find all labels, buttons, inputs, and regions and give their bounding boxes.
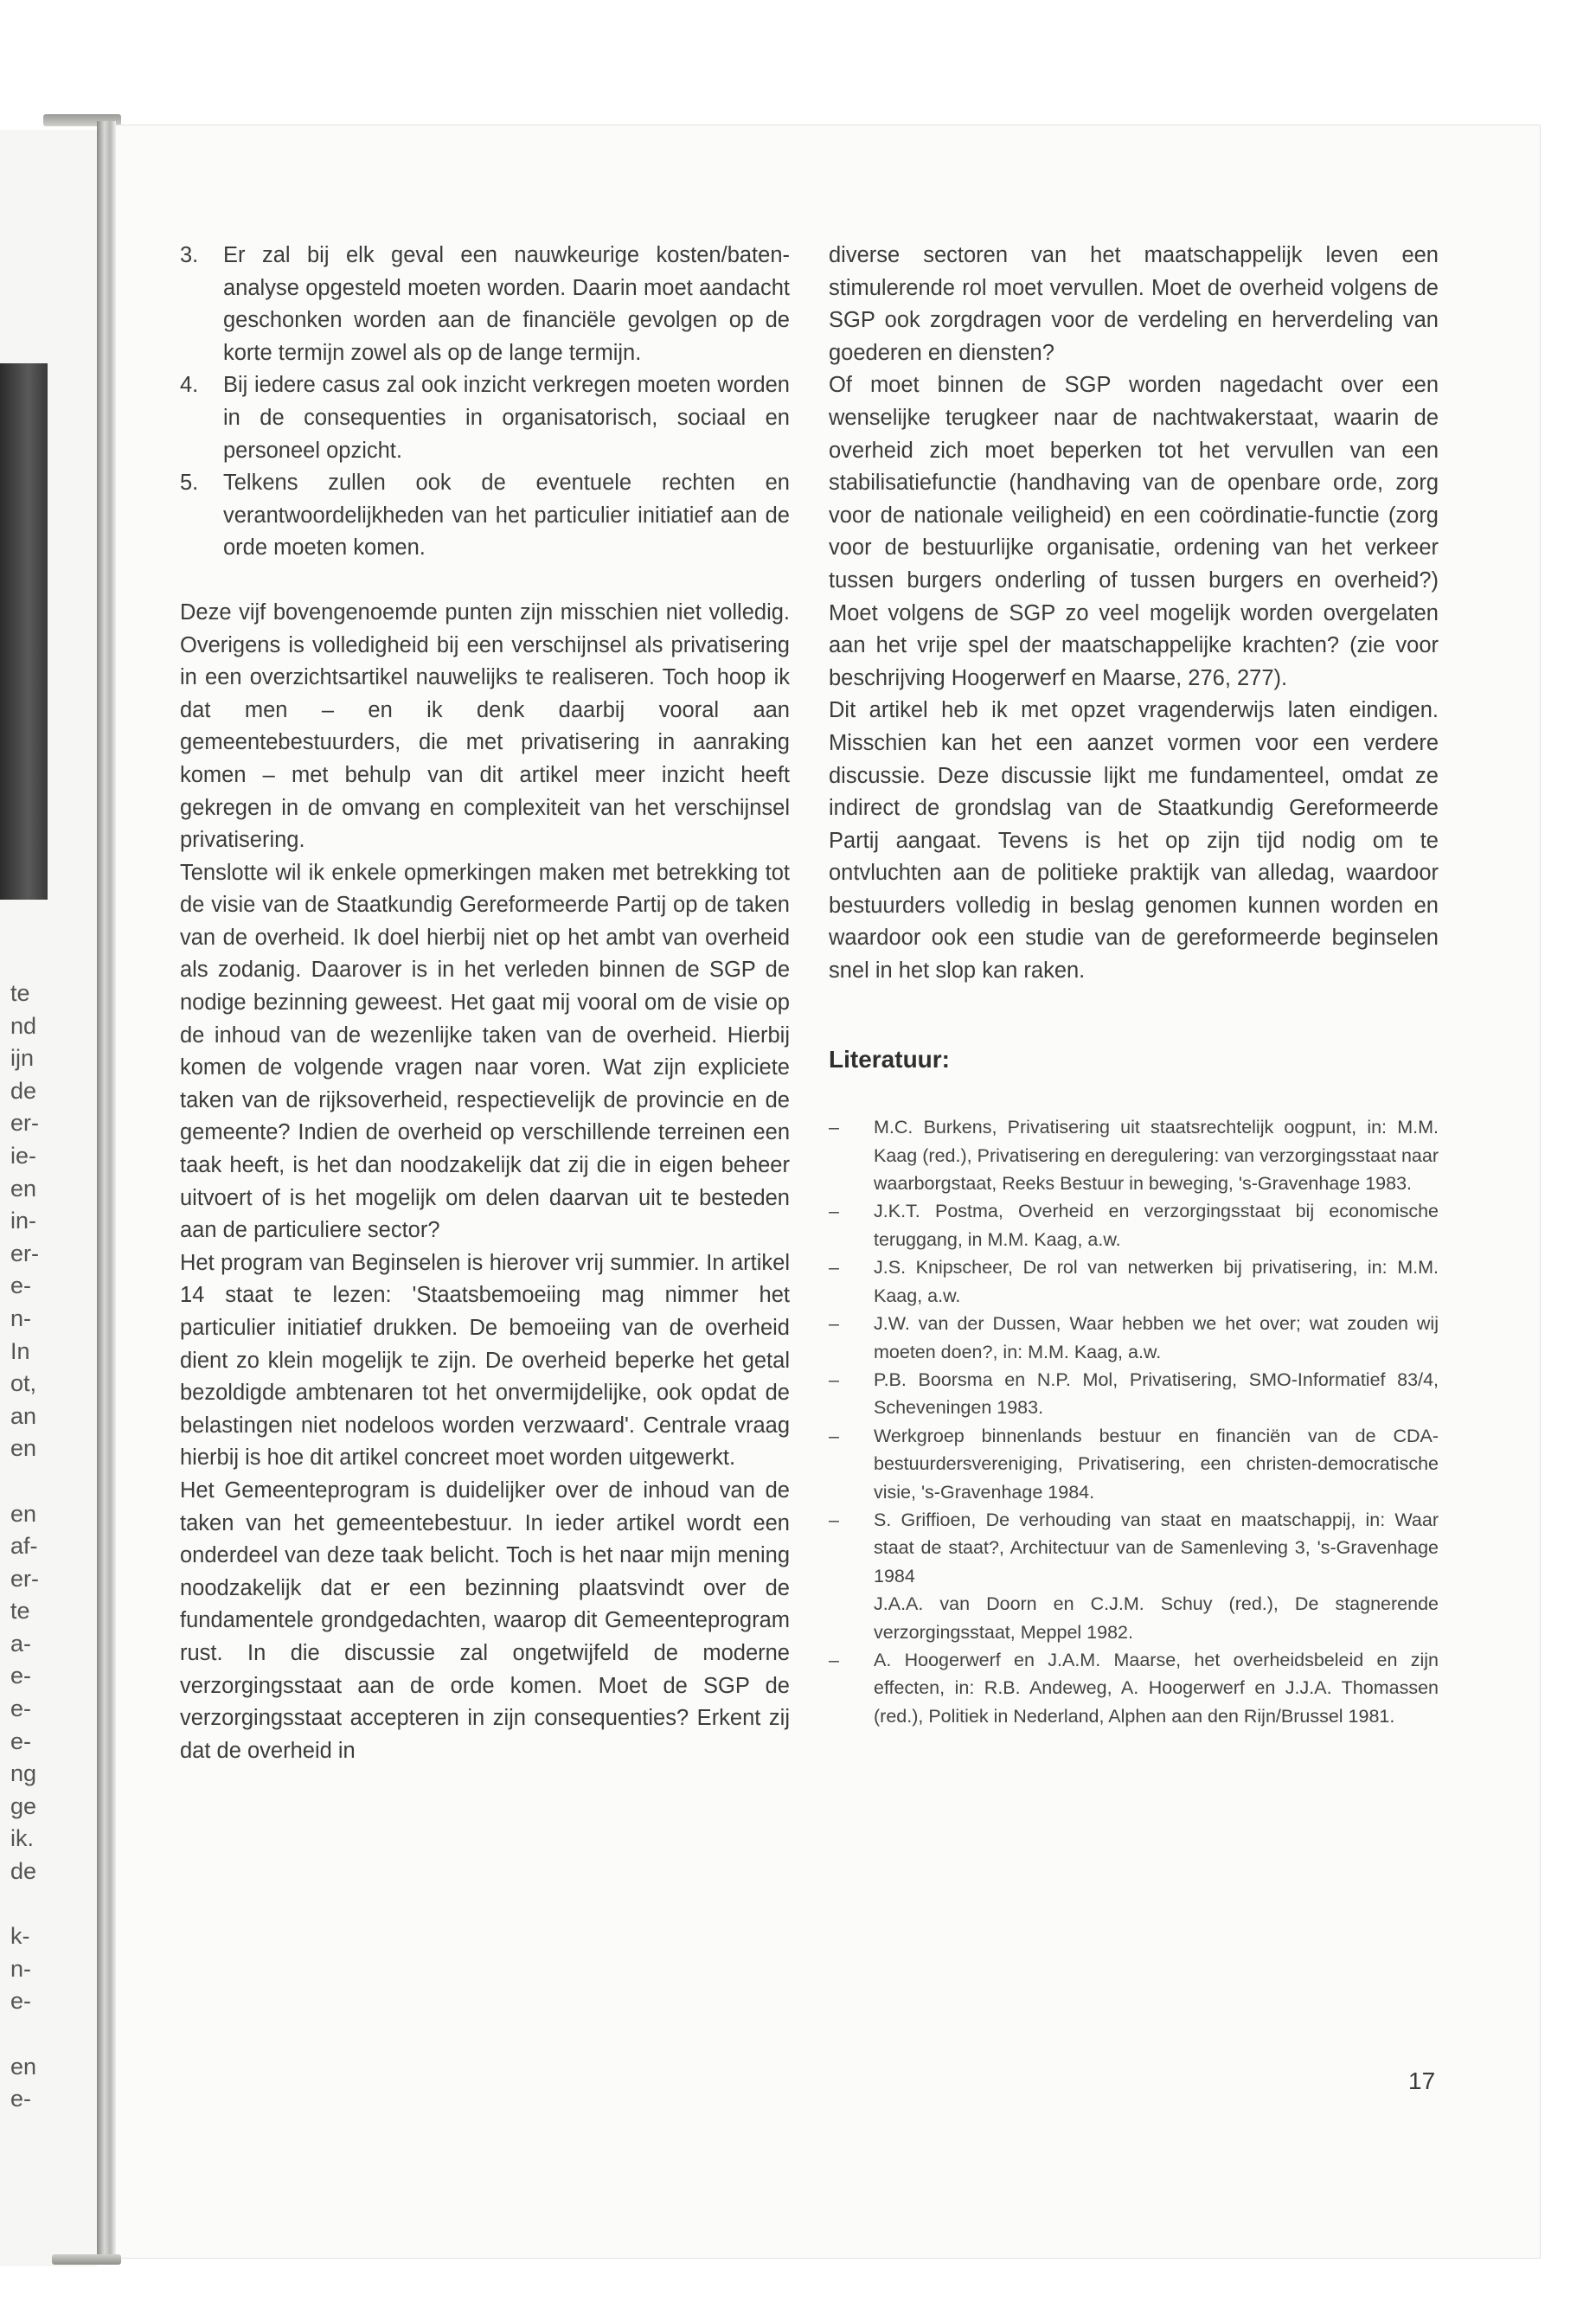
facing-page-text-fragments bbox=[10, 977, 88, 2116]
facing-page-fragment: er- bbox=[10, 1565, 39, 1592]
facing-page-fragment: ik. bbox=[10, 1825, 34, 1852]
facing-page-fragment: en bbox=[10, 1175, 37, 1202]
facing-page-fragment: ng bbox=[10, 1760, 37, 1787]
left-paragraphs bbox=[180, 597, 790, 1767]
numbered-item bbox=[180, 240, 790, 369]
literature-dash bbox=[829, 1590, 874, 1646]
literature-dash: – bbox=[829, 1649, 839, 1670]
literature-item bbox=[829, 1310, 1439, 1366]
left-column bbox=[180, 240, 790, 1767]
facing-page-fragment bbox=[10, 1465, 88, 1498]
facing-page-fragment: e- bbox=[10, 1695, 32, 1722]
literature-dash: – bbox=[829, 1201, 839, 1222]
literature-dash: – bbox=[829, 1313, 839, 1335]
facing-page-fragment: n- bbox=[10, 1955, 32, 1982]
literature-dash: – bbox=[829, 1425, 839, 1446]
literature-text: A. Hoogerwerf en J.A.M. Maarse, het overheidsbeleid en zijn effecten, in: R.B. Andeweg, A. Hoogerwerf en J.J.A. Thomassen (red.), Politiek in Nederland, Alphen aan den Rijn/Brussel 1981. bbox=[874, 1649, 1439, 1727]
facing-page-fragment bbox=[10, 1888, 88, 1921]
literature-text: M.C. Burkens, Privatisering uit staatsrechtelijk oogpunt, in: M.M. Kaag (red.), Privatisering en deregulering: van verzorgingsstaat naar waarborgstaat, Reeks Bestuur in beweging, 's-Gravenhage 1983. bbox=[874, 1117, 1439, 1195]
literature-item bbox=[829, 1422, 1439, 1506]
facing-page-fragment: ijn bbox=[10, 1045, 35, 1072]
literature-item bbox=[829, 1646, 1439, 1730]
facing-page-fragment: an bbox=[10, 1402, 37, 1429]
item-text: Bij iedere casus zal ook inzicht verkregen moeten worden in de consequenties in organisatorisch, sociaal en personeel opzicht. bbox=[223, 373, 790, 463]
literature-item bbox=[829, 1113, 1439, 1197]
numbered-list bbox=[180, 240, 790, 565]
facing-page-fragment: te bbox=[10, 980, 30, 1006]
body-paragraph: Deze vijf bovengenoemde punten zijn misschien niet volledig. Overigens is volledigheid bij een verschijnsel als privatisering in een overzichtsartikel nauwelijks te realiseren. Toch hoop ik dat men – en ik denk daarbij vooral aan gemeentebestuurders, die met privatisering in aanraking komen – met behulp van dit artikel meer inzicht heeft gekregen in de omvang en complexiteit van het verschijnsel privatisering. bbox=[180, 599, 790, 853]
literature-list bbox=[829, 1113, 1439, 1730]
body-paragraph: Het Gemeenteprogram is duidelijker over de inhoud van de taken van het gemeentebestuur. In ieder artikel wordt een onderdeel van deze taak belicht. Toch is het naar mijn mening noodzakelijk dat er een bezinning plaatsvindt over de fundamentele grondgedachten, waarop dit Gemeenteprogram rust. In die discussie zal ongetwijfeld de moderne verzorgingsstaat aan de orde komen. Moet de SGP de verzorgingsstaat accepteren in zijn consequenties? Erkent zij dat de overheid in bbox=[180, 1477, 790, 1763]
literature-dash: – bbox=[829, 1509, 839, 1530]
literature-dash: – bbox=[829, 1257, 839, 1279]
literature-dash: – bbox=[829, 1368, 839, 1390]
facing-page-fragment: e- bbox=[10, 1663, 32, 1689]
body-paragraph: diverse sectoren van het maatschappelijk leven een stimulerende rol moet vervullen. Moet de overheid volgens de SGP ook zorgdragen voor de verdeling en herverdeling van goederen en diensten? bbox=[829, 243, 1439, 365]
literature-dash: – bbox=[829, 1117, 839, 1138]
facing-page-fragment: en bbox=[10, 2053, 37, 2080]
literature-text: J.W. van der Dussen, Waar hebben we het over; wat zouden wij moeten doen?, in: M.M. Kaag, a.w. bbox=[874, 1313, 1439, 1362]
binding-bottom bbox=[52, 2254, 121, 2265]
body-paragraph: Tenslotte wil ik enkele opmerkingen maken met betrekking tot de visie van de Staatkundig Gereformeerde Partij op de taken van de overheid. Ik doel hierbij niet op het ambt van overheid als zodanig. Daarover is in het verleden binnen de SGP de nodige bezinning geweest. Het gaat mij vooral om de visie op de inhoud van de wezenlijke taken van de overheid. Hierbij komen de volgende vragen naar voren. Wat zijn expliciete taken van de rijksoverheid, respectievelijk de provincie en de gemeente? Indien de overheid op verschillende terreinen een taak heeft, is het dan noodzakelijk dat zij die in eigen beheer uitvoert of is het mogelijk om delen daarvan uit te besteden aan de particuliere sector? bbox=[180, 860, 790, 1243]
facing-page-fragment: ie- bbox=[10, 1142, 37, 1169]
item-text: Telkens zullen ook de eventuele rechten en verantwoordelijkheden van het particulier initiatief aan de orde moeten komen. bbox=[223, 471, 790, 561]
facing-page-photo bbox=[0, 363, 48, 900]
literature-text: P.B. Boorsma en N.P. Mol, Privatisering, SMO-Informatief 83/4, Scheveningen 1983. bbox=[874, 1368, 1439, 1419]
literature-item bbox=[829, 1590, 1439, 1646]
literature-text: S. Griffioen, De verhouding van staat en maatschappij, in: Waar staat de staat?, Architectuur van de Samenleving 3, 's-Gravenhage 1984 bbox=[874, 1509, 1439, 1586]
item-number: 3. bbox=[180, 243, 199, 267]
facing-page-fragment: e- bbox=[10, 1727, 32, 1754]
facing-page-edge bbox=[0, 130, 97, 2266]
facing-page-fragment: en bbox=[10, 1435, 37, 1462]
facing-page-fragment: af- bbox=[10, 1533, 38, 1560]
literature-text: J.A.A. van Doorn en C.J.M. Schuy (red.), De stagnerende verzorgingsstaat, Meppel 1982. bbox=[874, 1593, 1439, 1643]
facing-page-fragment: k- bbox=[10, 1923, 30, 1950]
facing-page-fragment: de bbox=[10, 1077, 37, 1104]
facing-page-fragment: ot, bbox=[10, 1370, 37, 1397]
body-paragraph: Dit artikel heb ik met opzet vragenderwijs laten eindigen. Misschien kan het een aanzet vormen voor een verdere discussie. Deze discussie lijkt me fundamenteel, omdat ze indirect de grondslag van de Staatkundig Gereformeerde Partij aangaat. Tevens is het op zijn tijd nodig om te ontvluchten aan de politieke praktijk van alledag, waardoor bestuurders volledig in beslag genomen kunnen worden en waardoor ook een studie van de gereformeerde beginselen snel in het slop kan raken. bbox=[829, 698, 1439, 984]
facing-page-fragment: n- bbox=[10, 1304, 32, 1331]
body-paragraph: Of moet binnen de SGP worden nagedacht over een wenselijke terugkeer naar de nachtwakerstaat, waarin de overheid zich moet beperken tot het vervullen van een stabilisatiefunctie (handhaving van de openbare orde, zorg voor de nationale veiligheid) en een coördinatie-functie (zorg voor de bestuurlijke organisatie, ordening van het verkeer tussen burgers onderling of tussen burgers en overheid?) Moet volgens de SGP zo veel mogelijk worden overgelaten aan het vrije spel der maatschappelijke krachten? (zie voor beschrijving Hoogerwerf en Maarse, 276, 277). bbox=[829, 373, 1439, 690]
literature-item bbox=[829, 1506, 1439, 1590]
facing-page-fragment: nd bbox=[10, 1012, 37, 1039]
facing-page-fragment: te bbox=[10, 1598, 30, 1625]
facing-page-fragment: e- bbox=[10, 1272, 32, 1299]
numbered-item bbox=[180, 369, 790, 467]
facing-page-fragment: er- bbox=[10, 1240, 39, 1266]
facing-page-fragment: In bbox=[10, 1337, 30, 1364]
literature-text: Werkgroep binnenlands bestuur en financiën van de CDA-bestuurdersvereniging, Privatisering, een christen-democratische visie, 's-Gravenhage 1984. bbox=[874, 1425, 1439, 1503]
facing-page-fragment: ge bbox=[10, 1792, 37, 1819]
facing-page-fragment bbox=[10, 2018, 88, 2051]
facing-page-fragment: a- bbox=[10, 1630, 32, 1657]
literature-item bbox=[829, 1366, 1439, 1422]
numbered-item bbox=[180, 467, 790, 565]
facing-page-fragment: in- bbox=[10, 1208, 37, 1234]
literature-text: J.S. Knipscheer, De rol van netwerken bij privatisering, in: M.M. Kaag, a.w. bbox=[874, 1257, 1439, 1306]
literature-item bbox=[829, 1253, 1439, 1310]
body-paragraph: Het program van Beginselen is hierover vrij summier. In artikel 14 staat te lezen: 'Staatsbemoeiing mag nimmer het particulier initiatief drukken. De bemoeiing van de overheid dient zo klein mogelijk te zijn. De overheid beperke het getal bezoldigde ambtenaren tot het onvermijdelijke, ook opdat de belastingen niet nodeloos worden verzwaard'. Centrale vraag hierbij is hoe dit artikel concreet moet worden uitgewerkt. bbox=[180, 1250, 790, 1471]
facing-page-fragment: de bbox=[10, 1858, 37, 1885]
right-paragraphs bbox=[829, 240, 1439, 988]
literature-item bbox=[829, 1197, 1439, 1253]
right-column bbox=[829, 240, 1439, 1730]
facing-page-fragment: en bbox=[10, 1500, 37, 1527]
book-spine bbox=[97, 121, 116, 2262]
facing-page-fragment: er- bbox=[10, 1110, 39, 1137]
item-text: Er zal bij elk geval een nauwkeurige kosten/baten-analyse opgesteld moeten worden. Daarin moet aandacht geschonken worden aan de financiële gevolgen op de korte termijn zowel als op de lange termijn. bbox=[223, 243, 790, 365]
literature-heading: Literatuur: bbox=[829, 1045, 950, 1073]
literature-text: J.K.T. Postma, Overheid en verzorgingsstaat bij economische teruggang, in M.M. Kaag, a.w. bbox=[874, 1201, 1439, 1250]
page-number: 17 bbox=[1408, 2067, 1436, 2094]
facing-page-fragment: e- bbox=[10, 2086, 32, 2112]
item-number: 5. bbox=[180, 471, 199, 496]
facing-page-fragment: e- bbox=[10, 1988, 32, 2015]
item-number: 4. bbox=[180, 373, 199, 398]
